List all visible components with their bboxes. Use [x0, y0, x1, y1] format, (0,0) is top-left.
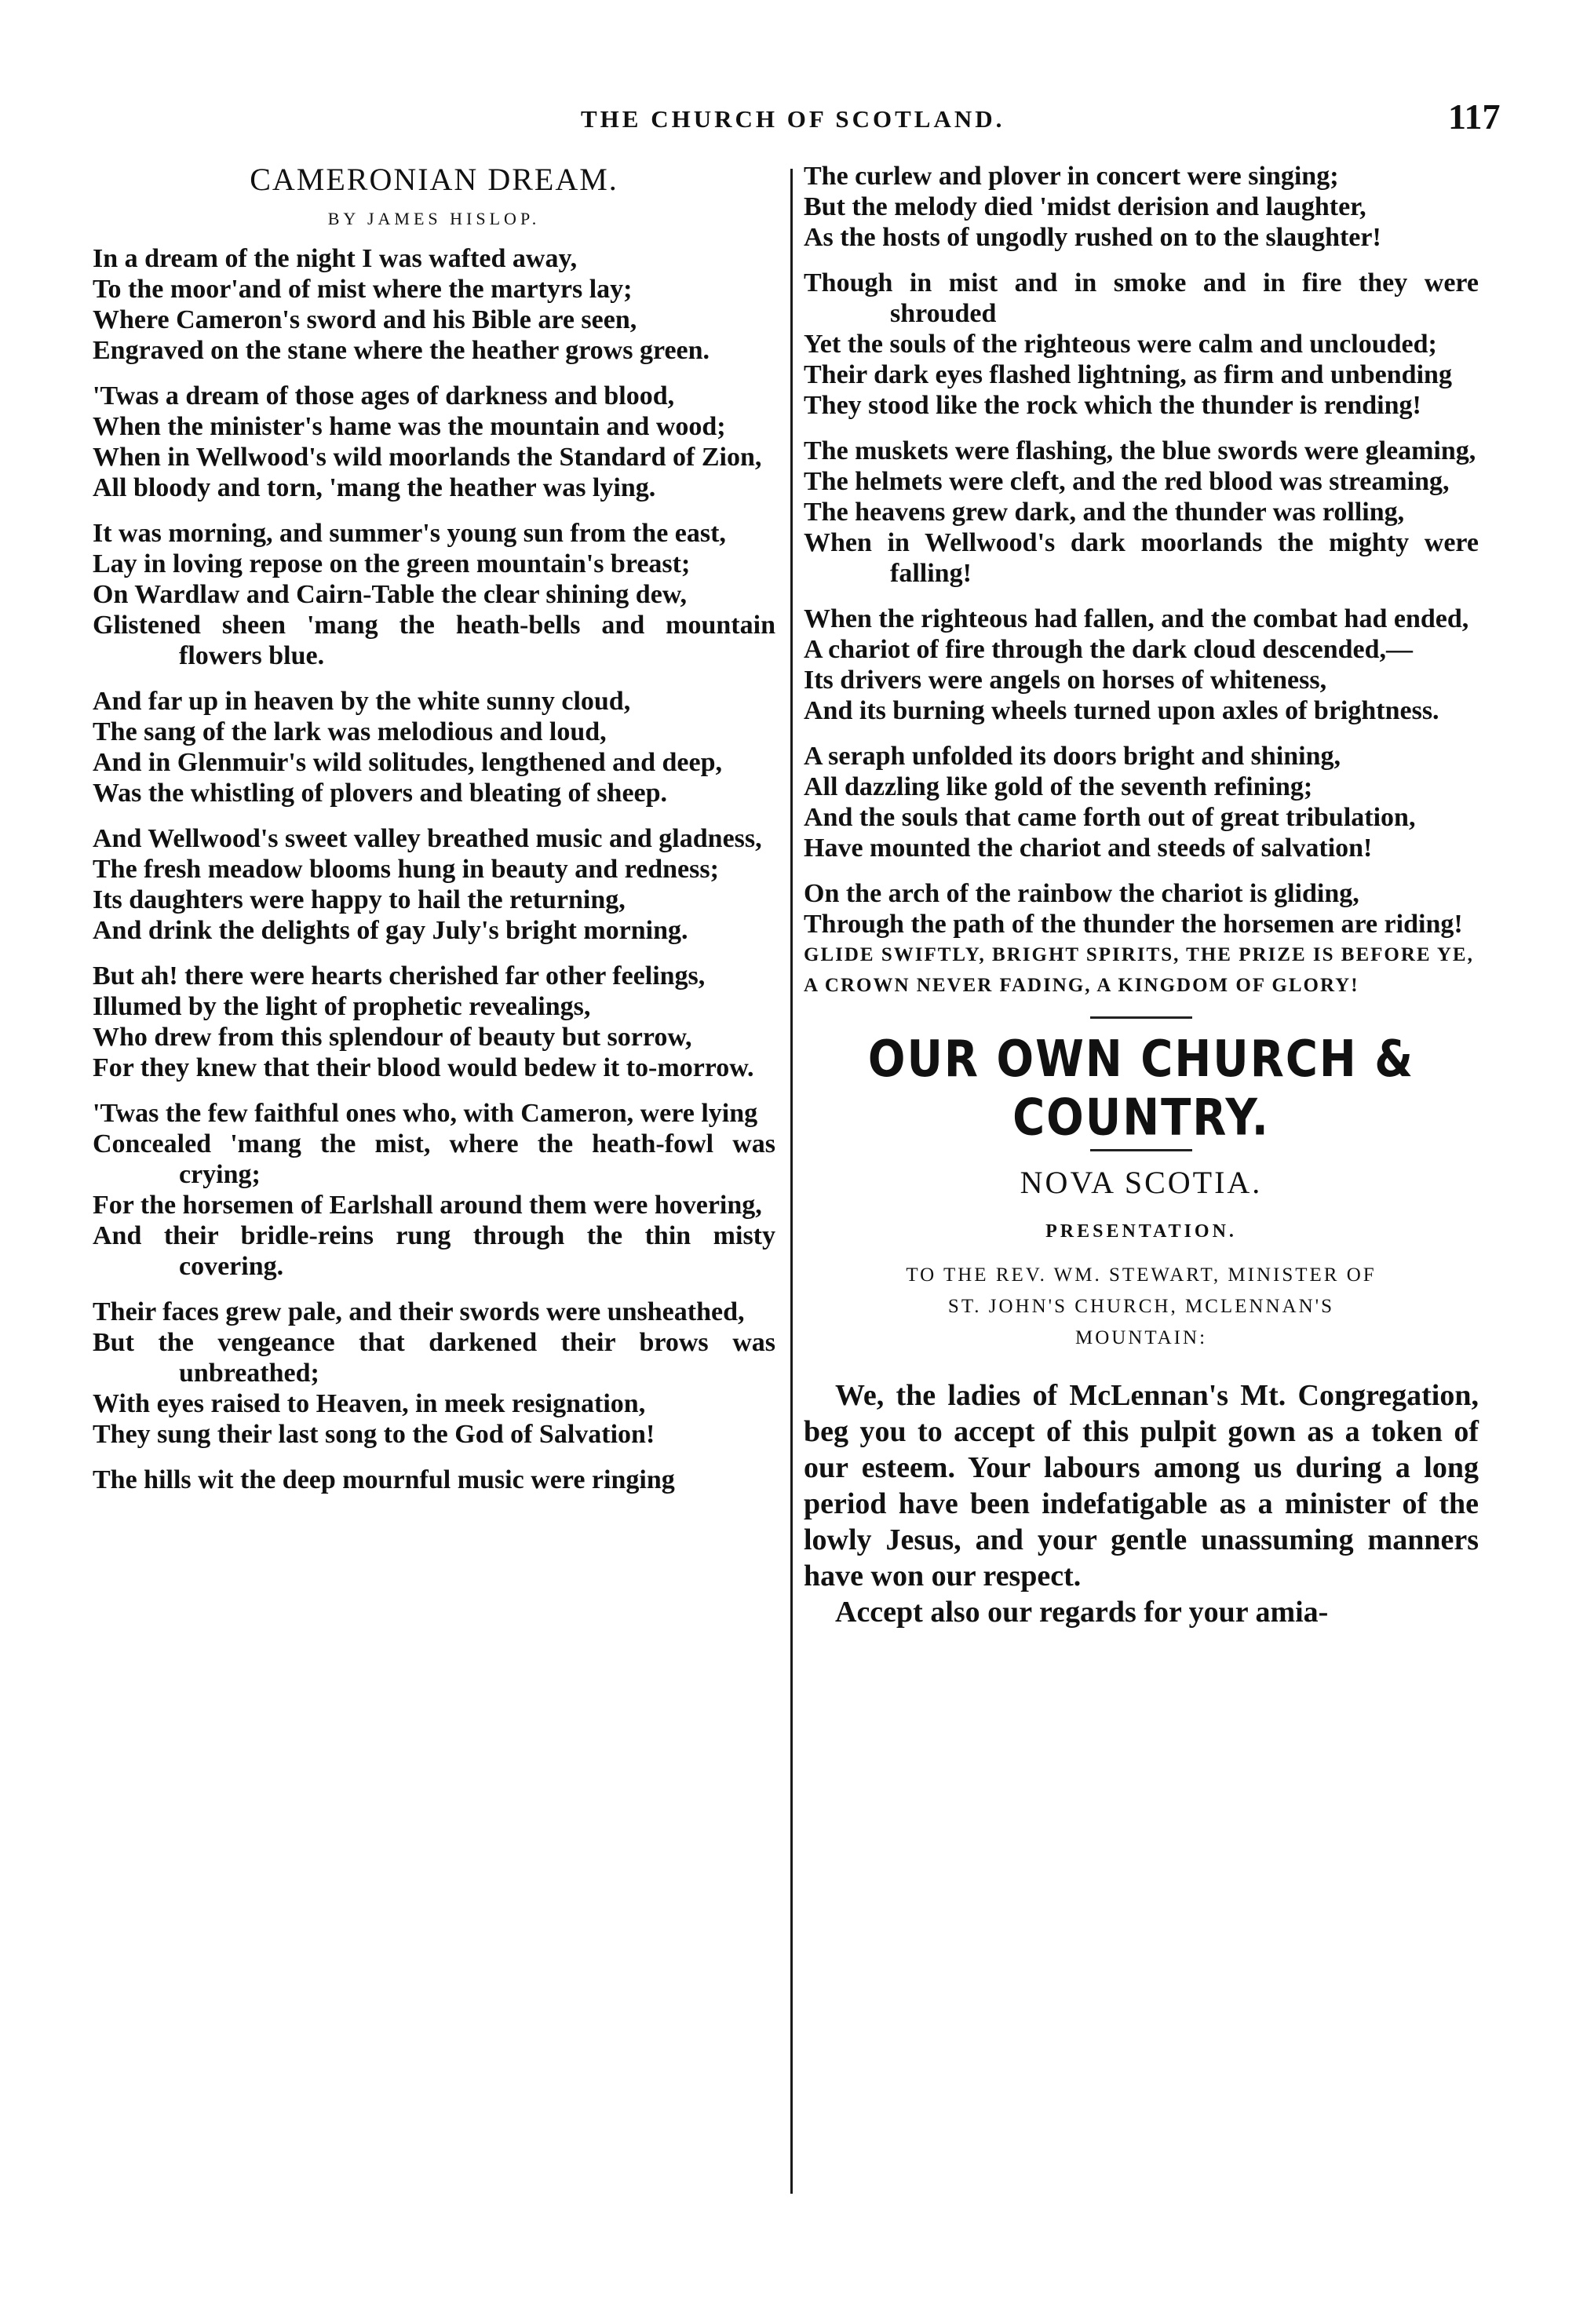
address-line: ST. JOHN'S CHURCH, MCLENNAN'S — [947, 1296, 1335, 1317]
poem-line: When the minister's hame was the mountain and wood; — [93, 412, 726, 441]
poem-line: And drink the delights of gay July's bright morning. — [93, 916, 688, 945]
page-number: 117 — [1448, 97, 1501, 137]
left-column — [93, 161, 775, 1510]
section-heading-rule — [1090, 1149, 1192, 1151]
poem-line: They sung their last song to the God of Salvation! — [93, 1420, 655, 1449]
poem-line: And in Glenmuir's wild solitudes, lengthened and deep, — [93, 748, 723, 777]
section-subheading: NOVA SCOTIA. — [1020, 1165, 1263, 1200]
poem-line: The fresh meadow blooms hung in beauty and redness; — [93, 855, 719, 884]
poem-line: They stood like the rock which the thunder is rending! — [804, 391, 1421, 420]
stanza-10 — [804, 268, 1479, 421]
poem-title: CAMERONIAN DREAM. — [250, 162, 618, 197]
running-title: THE CHURCH OF SCOTLAND. — [581, 105, 1005, 133]
poem-line: And the souls that came forth out of great tribulation, — [804, 803, 1416, 832]
stanza-3 — [93, 518, 775, 671]
article-paragraph: We, the ladies of McLennan's Mt. Congregation, beg you to accept of this pulpit gown as a token of our esteem. Your labours among us during a long period have been indefatigable as a minister of the lowly Jesus, and your gentle unassuming manners have won our respect. — [804, 1379, 1479, 1593]
poem-line: For they knew that their blood would bedew it to-morrow. — [93, 1053, 754, 1082]
address-block — [804, 1260, 1479, 1354]
poem-line: And its burning wheels turned upon axles of brightness. — [804, 696, 1439, 725]
poem-line: With eyes raised to Heaven, in meek resignation, — [93, 1389, 646, 1418]
column-divider — [790, 169, 793, 2194]
section-heading: OUR OWN CHURCH & COUNTRY. — [867, 1030, 1415, 1147]
poem-line: All dazzling like gold of the seventh refining; — [804, 772, 1313, 801]
poem-line: Its daughters were happy to hail the returning, — [93, 885, 626, 914]
article-kicker: PRESENTATION. — [1045, 1221, 1237, 1242]
poem-line: But the melody died 'midst derision and laughter, — [804, 192, 1366, 221]
poem-line: 'Twas a dream of those ages of darkness and blood, — [93, 381, 675, 410]
stanza-2 — [93, 381, 775, 503]
stanza-4 — [93, 686, 775, 808]
poem-line: 'Twas the few faithful ones who, with Cameron, were lying — [93, 1099, 758, 1128]
poem-line: Through the path of the thunder the horsemen are riding! — [804, 910, 1463, 939]
poem-line: But the vengeance that darkened their brows was unbreathed; — [93, 1328, 775, 1388]
poem-line: A seraph unfolded its doors bright and shining, — [804, 742, 1341, 771]
poem-line: A chariot of fire through the dark cloud descended,— — [804, 635, 1414, 664]
stanza-14 — [804, 878, 1479, 1001]
poem-line: Concealed 'mang the mist, where the heath-fowl was crying; — [93, 1129, 775, 1189]
poem-line: The helmets were cleft, and the red blood was streaming, — [804, 467, 1450, 496]
poem-line: To the moor'and of mist where the martyrs lay; — [93, 275, 633, 304]
poem-line: The curlew and plover in concert were singing; — [804, 162, 1339, 191]
section-separator — [1090, 1016, 1192, 1019]
poem-line: Yet the souls of the righteous were calm and unclouded; — [804, 330, 1437, 359]
poem-closing-line: GLIDE SWIFTLY, BRIGHT SPIRITS, THE PRIZE IS BEFORE YE, — [804, 944, 1474, 965]
poem-line: Was the whistling of plovers and bleating of sheep. — [93, 779, 668, 808]
poem-line: Its drivers were angels on horses of whiteness, — [804, 666, 1327, 695]
poem-line: Who drew from this splendour of beauty but sorrow, — [93, 1023, 692, 1052]
poem-line: The heavens grew dark, and the thunder was rolling, — [804, 498, 1405, 527]
running-head — [0, 94, 1587, 149]
stanza-13 — [804, 741, 1479, 863]
poem-line: In a dream of the night I was wafted away, — [93, 244, 578, 273]
poem-line: Though in mist and in smoke and in fire they were shrouded — [804, 268, 1479, 328]
poem-line: Engraved on the stane where the heather grows green. — [93, 336, 710, 365]
poem-line: Have mounted the chariot and steeds of salvation! — [804, 834, 1373, 863]
poem-line: All bloody and torn, 'mang the heather was lying. — [93, 473, 656, 502]
poem-line: The hills wit the deep mournful music were ringing — [93, 1465, 675, 1494]
stanza-1 — [93, 243, 775, 366]
poem-line: Lay in loving repose on the green mountain's breast; — [93, 549, 691, 578]
poem-line: Where Cameron's sword and his Bible are seen, — [93, 305, 637, 334]
poem-line: Illumed by the light of prophetic revealings, — [93, 992, 591, 1021]
stanza-9-start — [93, 1465, 775, 1495]
stanza-12 — [804, 604, 1479, 726]
poem-line: On the arch of the rainbow the chariot is gliding, — [804, 879, 1359, 908]
address-line: MOUNTAIN: — [1074, 1327, 1208, 1348]
poem-line: As the hosts of ungodly rushed on to the slaughter! — [804, 223, 1381, 252]
poem-closing-line: A CROWN NEVER FADING, A KINGDOM OF GLORY! — [804, 975, 1359, 996]
poem-line: Their faces grew pale, and their swords were unsheathed, — [93, 1297, 745, 1326]
stanza-9-end — [804, 161, 1479, 253]
poem-line: And far up in heaven by the white sunny cloud, — [93, 687, 631, 716]
poem-byline: BY JAMES HISLOP. — [327, 209, 541, 228]
article-paragraph: Accept also our regards for your amia- — [835, 1596, 1329, 1629]
poem-line: For the horsemen of Earlshall around them were hovering, — [93, 1191, 762, 1220]
poem-line: The sang of the lark was melodious and loud, — [93, 717, 607, 746]
poem-line: Their dark eyes flashed lightning, as firm and unbending — [804, 360, 1452, 389]
poem-line: But ah! there were hearts cherished far other feelings, — [93, 961, 706, 991]
poem-line: When the righteous had fallen, and the combat had ended, — [804, 604, 1469, 633]
stanza-11 — [804, 436, 1479, 589]
poem-line: It was morning, and summer's young sun from the east, — [93, 519, 726, 548]
poem-line: The muskets were flashing, the blue swords were gleaming, — [804, 436, 1476, 465]
stanza-7 — [93, 1098, 775, 1282]
stanza-8 — [93, 1297, 775, 1450]
poem-line: When in Wellwood's dark moorlands the mighty were falling! — [804, 528, 1479, 588]
poem-line: On Wardlaw and Cairn-Table the clear shining dew, — [93, 580, 687, 609]
poem-line: Glistened sheen 'mang the heath-bells and mountain flowers blue. — [93, 611, 775, 670]
poem-line: And Wellwood's sweet valley breathed music and gladness, — [93, 824, 762, 853]
stanza-6 — [93, 961, 775, 1083]
right-column — [804, 161, 1479, 1630]
poem-line: When in Wellwood's wild moorlands the Standard of Zion, — [93, 443, 762, 472]
poem-line: And their bridle-reins rung through the thin misty covering. — [93, 1221, 775, 1281]
stanza-5 — [93, 823, 775, 946]
address-line: TO THE REV. WM. STEWART, MINISTER OF — [906, 1264, 1377, 1286]
